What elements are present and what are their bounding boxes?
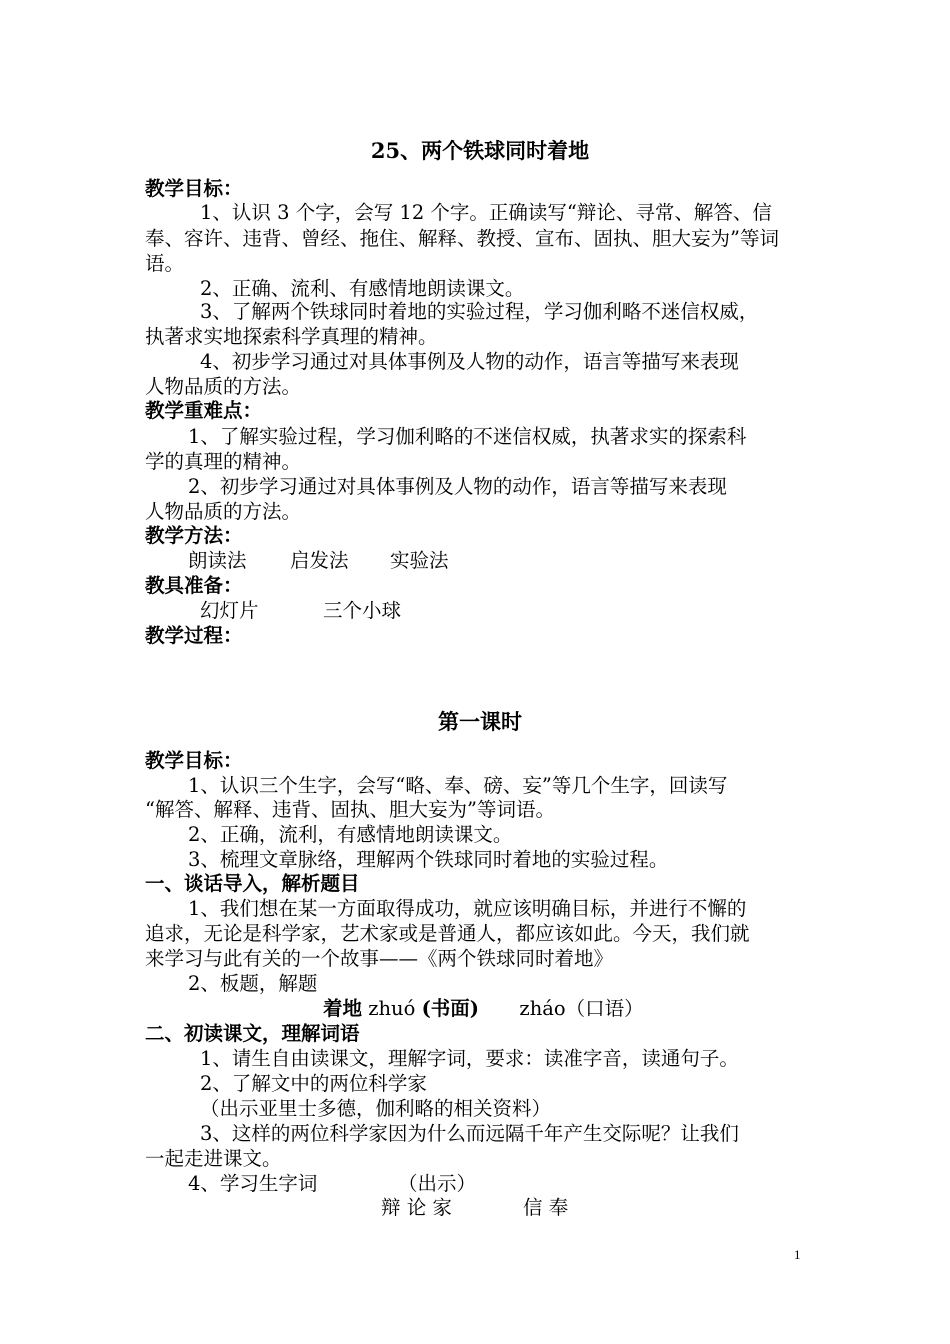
key-2-line-2: 人物品质的方法。 bbox=[145, 500, 302, 523]
key-1-line-1: 1、了解实验过程，学习伽利略的不迷信权威，执著求实的探索科 bbox=[188, 425, 747, 448]
part-2-item-4: 4、学习生字词 bbox=[188, 1172, 318, 1195]
method-1: 朗读法 bbox=[188, 549, 247, 572]
process-heading: 教学过程： bbox=[145, 624, 243, 647]
part-1-item-2: 2、板题，解题 bbox=[188, 972, 318, 995]
lesson-1-goal-1-line-2: “解答、解释、违背、固执、胆大妄为”等词语。 bbox=[145, 798, 555, 821]
pronunciation-word: 着地 bbox=[323, 997, 363, 1020]
goal-4-line-1: 4、初步学习通过对具体事例及人物的动作，语言等描写来表现 bbox=[200, 350, 739, 373]
lesson-1-goal-1-line-1: 1、认识三个生字，会写“略、奉、磅、妄”等几个生字，回读写 bbox=[188, 774, 728, 797]
part-1-item-1-line-3: 来学习与此有关的一个故事——《两个铁球同时着地》 bbox=[145, 947, 614, 970]
goal-3-line-1: 3、了解两个铁球同时着地的实验过程，学习伽利略不迷信权威， bbox=[200, 300, 759, 323]
goal-3-line-2: 执著求实地探索科学真理的精神。 bbox=[145, 325, 438, 348]
method-heading: 教学方法： bbox=[145, 524, 243, 547]
part-1-item-1-line-2: 追求，无论是科学家，艺术家或是普通人，都应该如此。今天，我们就 bbox=[145, 922, 750, 945]
goal-2: 2、正确、流利、有感情地朗读课文。 bbox=[200, 277, 525, 300]
part-2-item-2-note: （出示亚里士多德，伽利略的相关资料） bbox=[200, 1097, 552, 1120]
tool-1: 幻灯片 bbox=[200, 599, 259, 622]
part-1-heading: 一、谈话导入，解析题目 bbox=[145, 872, 360, 895]
tool-2: 三个小球 bbox=[323, 599, 402, 622]
pronunciation-a-note: (书面) bbox=[421, 997, 480, 1020]
part-2-item-1: 1、请生自由读课文，理解字词，要求：读准字音，读通句子。 bbox=[200, 1047, 739, 1070]
part-2-item-3-line-2: 一起走进课文。 bbox=[145, 1147, 282, 1170]
page-number: 1 bbox=[794, 1247, 801, 1262]
tools-heading: 教具准备： bbox=[145, 574, 243, 597]
method-2: 启发法 bbox=[290, 549, 349, 572]
part-2-heading: 二、初读课文，理解词语 bbox=[145, 1022, 360, 1045]
part-2-item-2: 2、了解文中的两位科学家 bbox=[200, 1072, 427, 1095]
pronunciation-a: zhuó bbox=[368, 997, 416, 1020]
key-points-heading: 教学重难点： bbox=[145, 399, 263, 422]
lesson-1-goal-3: 3、梳理文章脉络，理解两个铁球同时着地的实验过程。 bbox=[188, 848, 669, 871]
goal-1-line-2: 奉、容许、违背、曾经、拖住、解释、教授、宣布、固执、胆大妄为”等词 bbox=[145, 227, 779, 250]
lesson-1-goals-heading: 教学目标： bbox=[145, 749, 243, 772]
goal-1-line-1: 1、认识 3 个字，会写 12 个字。正确读写“辩论、寻常、解答、信 bbox=[200, 201, 772, 224]
goals-heading: 教学目标： bbox=[145, 177, 243, 200]
goal-1-line-3: 语。 bbox=[145, 252, 185, 275]
pronunciation-line bbox=[323, 996, 644, 1021]
key-2-line-1: 2、初步学习通过对具体事例及人物的动作，语言等描写来表现 bbox=[188, 475, 727, 498]
part-2-item-3-line-1: 3、这样的两位科学家因为什么而远隔千年产生交际呢？让我们 bbox=[200, 1122, 739, 1145]
lesson-1-goal-2: 2、正确，流利，有感情地朗读课文。 bbox=[188, 823, 513, 846]
lesson-1-title: 第一课时 bbox=[438, 709, 522, 734]
vocab-words-a: 辩 论 家 bbox=[381, 1196, 452, 1219]
method-3: 实验法 bbox=[390, 549, 449, 572]
document-title: 25、两个铁球同时着地 bbox=[370, 138, 590, 163]
part-1-item-1-line-1: 1、我们想在某一方面取得成功，就应该明确目标，并进行不懈的 bbox=[188, 897, 747, 920]
pronunciation-b: zháo（口语） bbox=[519, 997, 644, 1020]
key-1-line-2: 学的真理的精神。 bbox=[145, 450, 302, 473]
vocab-words-b: 信 奉 bbox=[523, 1196, 569, 1219]
goal-4-line-2: 人物品质的方法。 bbox=[145, 375, 302, 398]
part-2-item-4-note: （出示） bbox=[398, 1172, 477, 1195]
